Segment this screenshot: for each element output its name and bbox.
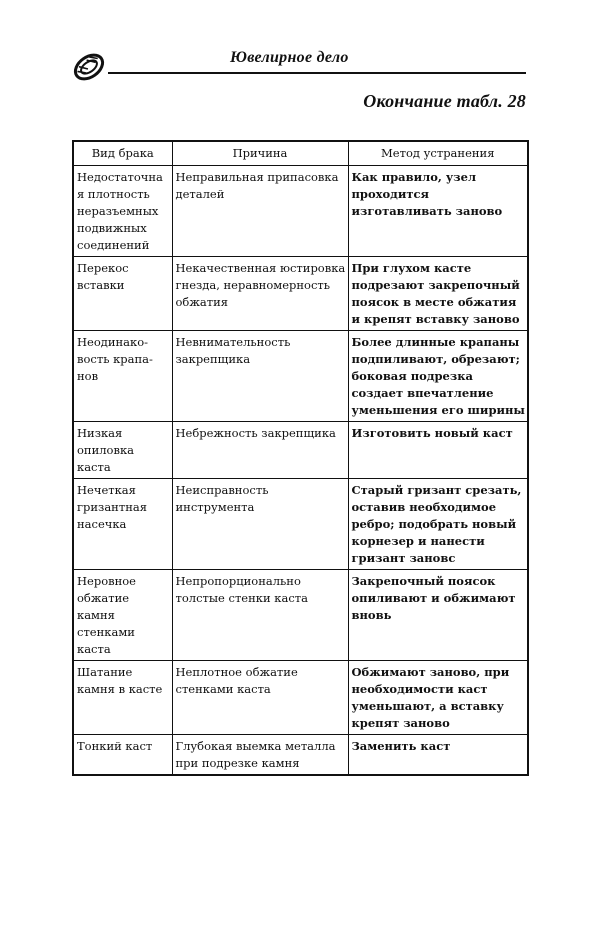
table-row — [73, 570, 528, 661]
cause-cell: Непропорционально толстые стенки каста — [172, 570, 348, 661]
fix-cell: Закрепочный поясок опиливают и обжимают вновь — [348, 570, 528, 661]
column-header-fix: Метод устранения — [348, 141, 528, 166]
cause-cell: Глубокая выемка металла при подрезке камня — [172, 735, 348, 776]
defect-cell: Нечеткая гризантная насечка — [73, 479, 172, 570]
defect-cell: Шатание камня в касте — [73, 661, 172, 735]
table-row — [73, 331, 528, 422]
header-rule — [108, 72, 526, 74]
defect-cell: Перекос вставки — [73, 257, 172, 331]
defect-cell: Низкая опиловка каста — [73, 422, 172, 479]
table-row — [73, 735, 528, 776]
defect-cell: Тонкий каст — [73, 735, 172, 776]
cause-cell: Неправильная припасовка деталей — [172, 166, 348, 257]
fix-cell: Заменить каст — [348, 735, 528, 776]
cause-cell: Невнимательность закрепщика — [172, 331, 348, 422]
fix-cell: При глухом касте подрезают закрепочный поясок в месте обжатия и крепят вставку заново — [348, 257, 528, 331]
defect-table — [72, 140, 529, 776]
table-row — [73, 257, 528, 331]
table-row — [73, 422, 528, 479]
ring-icon — [72, 50, 106, 84]
running-title: Ювелирное дело — [230, 49, 349, 66]
fix-cell: Изготовить новый каст — [348, 422, 528, 479]
defect-cell: Недостаточная плотность неразъемных подвижных соединений — [73, 166, 172, 257]
cause-cell: Некачественная юстировка гнезда, неравномерность обжатия — [172, 257, 348, 331]
cause-cell: Небрежность закрепщика — [172, 422, 348, 479]
table-row — [73, 479, 528, 570]
table-header-row — [73, 141, 528, 166]
cause-cell: Неплотное обжатие стенками каста — [172, 661, 348, 735]
defect-cell: Неровное обжатие камня стенками каста — [73, 570, 172, 661]
cause-cell: Неисправность инструмента — [172, 479, 348, 570]
fix-cell: Старый гризант срезать, оставив необходимое ребро; подобрать новый корнезер и нанести гризант зановс — [348, 479, 528, 570]
fix-cell: Обжимают заново, при необходимости каст уменьшают, а вставку крепят заново — [348, 661, 528, 735]
column-header-cause: Причина — [172, 141, 348, 166]
table-row — [73, 166, 528, 257]
table-continuation-caption: Окончание табл. 28 — [363, 91, 526, 111]
defect-cell: Неодинако-вость крапа-нов — [73, 331, 172, 422]
table-row — [73, 661, 528, 735]
column-header-defect: Вид брака — [73, 141, 172, 166]
fix-cell: Более длинные крапаны подпиливают, обрезают; боковая подрезка создает впечатление уменьшения его ширины — [348, 331, 528, 422]
fix-cell: Как правило, узел проходится изготавливать заново — [348, 166, 528, 257]
